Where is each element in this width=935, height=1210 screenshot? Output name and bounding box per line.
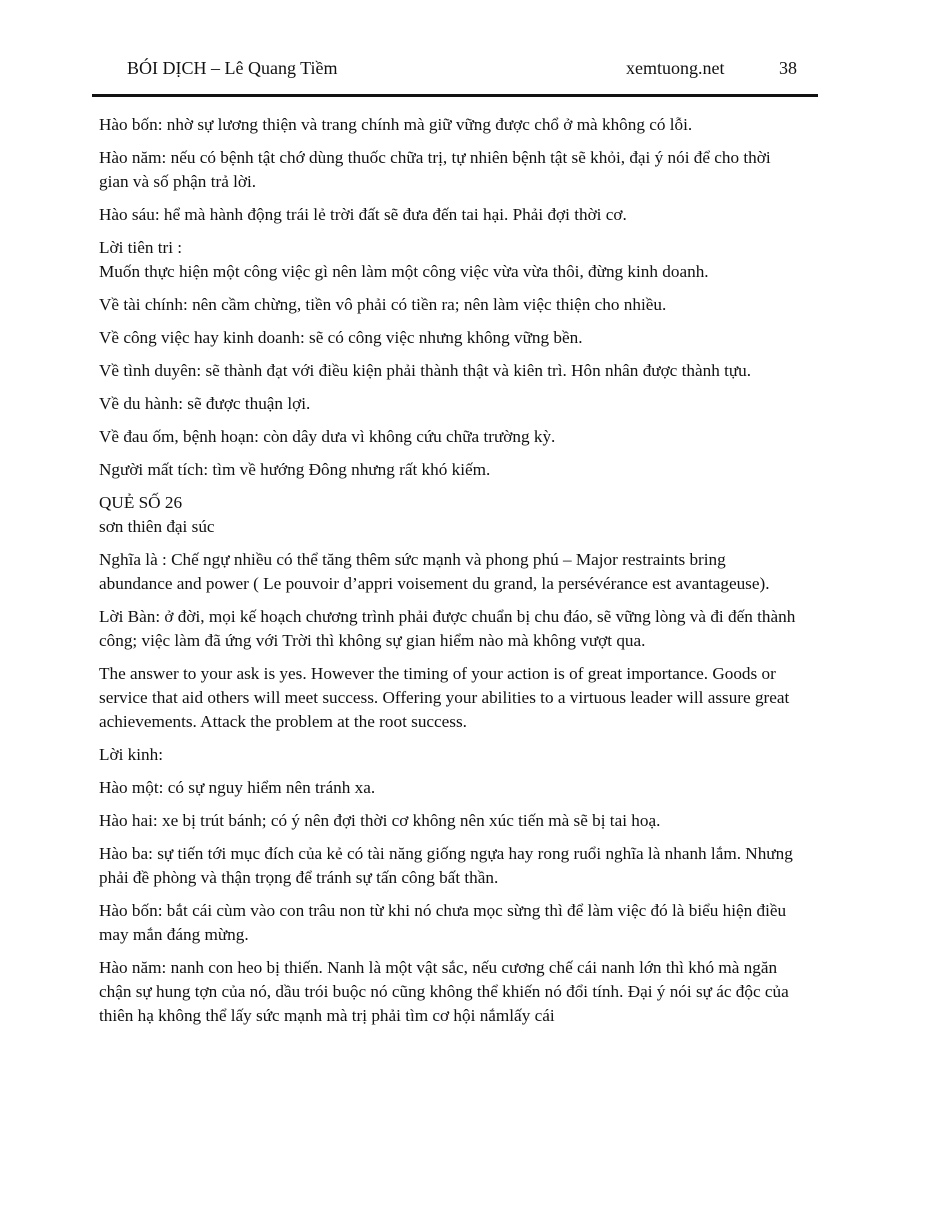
page-body <box>99 113 802 1037</box>
paragraph-missing-person: Người mất tích: tìm về hướng Đông nhưng rất khó kiếm. <box>99 460 491 479</box>
paragraph-love: Về tình duyên: sẽ thành đạt với điều kiện phải thành thật và kiên trì. Hôn nhân được thành tựu. <box>99 361 752 380</box>
paragraph-hao-mot: Hào một: có sự nguy hiểm nên tránh xa. <box>99 778 376 797</box>
paragraph-business: Về công việc hay kinh doanh: sẽ có công việc nhưng không vững bền. <box>99 328 583 347</box>
paragraph-hao-bon-2: Hào bốn: bắt cái cùm vào con trâu non từ khi nó chưa mọc sừng thì để làm việc đó là biểu hiện điều may mắn đáng mừng. <box>99 901 787 944</box>
hexagram-name: sơn thiên đại súc <box>99 517 215 536</box>
paragraph-illness: Về đau ốm, bệnh hoạn: còn dây dưa vì không cứu chữa trường kỳ. <box>99 427 556 446</box>
document-title: BÓI DỊCH – Lê Quang Tiềm <box>127 58 338 78</box>
paragraph-hao-nam-2: Hào năm: nanh con heo bị thiến. Nanh là một vật sắc, nếu cương chế cái nanh lớn thì khó mà ngăn chận sự hung tợn của nó, dầu trói buộc nó cũng không thể khiến nó đổi tính. Đại ý nói sự ác độc của thiên hạ không thể lấy sức mạnh mà trị phải tìm cơ hội nắmlấy cái <box>99 958 789 1025</box>
paragraph-hao-nam: Hào năm: nếu có bệnh tật chớ dùng thuốc chữa trị, tự nhiên bệnh tật sẽ khỏi, đại ý nói để cho thời gian và số phận trả lời. <box>99 148 771 191</box>
prophecy-heading: Lời tiên tri : <box>99 238 183 257</box>
paragraph-finance: Về tài chính: nên cầm chừng, tiền vô phải có tiền ra; nên làm việc thiện cho nhiều. <box>99 295 667 314</box>
page-number: 38 <box>779 58 797 78</box>
paragraph-hao-hai: Hào hai: xe bị trút bánh; có ý nên đợi thời cơ không nên xúc tiến mà sẽ bị tai hoạ. <box>99 811 661 830</box>
paragraph-hao-bon: Hào bốn: nhờ sự lương thiện và trang chính mà giữ vững được chổ ở mà không có lỗi. <box>99 115 693 134</box>
scripture-heading: Lời kinh: <box>99 745 163 764</box>
paragraph-travel: Về du hành: sẽ được thuận lợi. <box>99 394 311 413</box>
website-name: xemtuong.net <box>626 58 725 78</box>
header-divider <box>92 94 818 97</box>
page-header <box>0 0 935 100</box>
paragraph-hao-ba: Hào ba: sự tiến tới mục đích của kẻ có tài năng giống ngựa hay rong ruổi nghĩa là nhanh lắm. Nhưng phải đề phòng và thận trọng để tránh sự tấn công bất thần. <box>99 844 793 887</box>
paragraph-english-answer: The answer to your ask is yes. However the timing of your action is of great importance. Goods or service that aid others will meet success. Offering your abilities to a virtuous leader will assure great achievements. Attack the problem at the root success. <box>99 664 790 731</box>
hexagram-heading: QUẺ SỐ 26 <box>99 493 183 512</box>
paragraph-hao-sau: Hào sáu: hể mà hành động trái lẻ trời đất sẽ đưa đến tai hại. Phải đợi thời cơ. <box>99 205 627 224</box>
paragraph-commentary: Lời Bàn: ở đời, mọi kế hoạch chương trình phải được chuẩn bị chu đáo, sẽ vững lòng và đi đến thành công; việc làm đã ứng với Trời thì không sự gian hiểm nào mà không vượt qua. <box>99 607 796 650</box>
paragraph-meaning: Nghĩa là : Chế ngự nhiều có thể tăng thêm sức mạnh và phong phú – Major restraints bring abundance and power ( Le pouvoir d’appri voisement du grand, la persévérance est avantageuse). <box>99 550 770 593</box>
paragraph-prophecy: Muốn thực hiện một công việc gì nên làm một công việc vừa vừa thôi, đừng kinh doanh. <box>99 262 709 281</box>
